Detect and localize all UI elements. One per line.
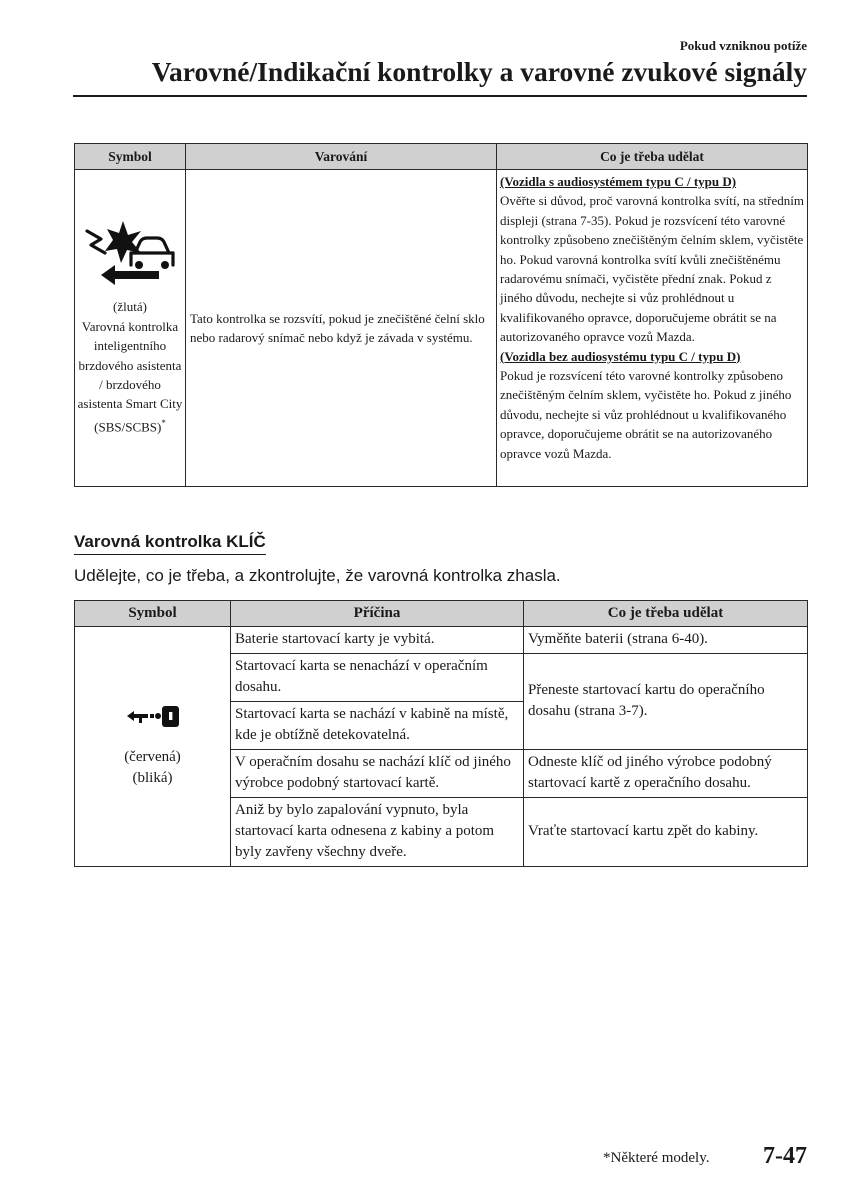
symbol-color-label: (červená) [124,749,181,765]
symbol-caption: Varovná kontrolka inteligentního brzdového asistenta / brzdového asistenta Smart City (SBS/SCBS)* [77,318,183,435]
action-cell: Odneste klíč od jiného výrobce podobný startovací kartě z operačního dosahu. [524,750,808,798]
cause-cell: V operačním dosahu se nachází klíč od jiného výrobce podobný startovací kartě. [231,750,524,798]
key-warning-heading: Varovná kontrolka KLÍČ [74,532,266,555]
action-cell: Vyměňte baterii (strana 6-40). [524,627,808,654]
sbs-warning-table [74,143,808,487]
column-header-symbol: Symbol [75,144,186,170]
column-header-warning: Varování [186,144,497,170]
page-number: 7-47 [763,1143,807,1169]
cause-cell: Startovací karta se nachází v kabině na místě, kde je obtížně detekovatelná. [231,702,524,750]
model-asterisk: * [161,417,166,428]
without-audio-text: Pokud je rozsvícení této varovné kontrolky způsobeno znečištěným čelním sklem, vyčistěte ho. Pokud z jiného důvodu, nechejte si vůz prohlédnout u kvalifikovaného opravce, doporučujeme obrátit se na autorizovaného opravce vozů Mazda. [500,368,792,461]
symbol-cell [75,170,186,487]
without-audio-heading: (Vozidla bez audiosystému typu C / typu D) [500,348,741,364]
symbol-cell [75,627,231,867]
action-cell [497,170,808,487]
symbol-state-label: (bliká) [132,770,173,786]
action-cell: Vraťte startovací kartu zpět do kabiny. [524,798,808,867]
column-header-symbol: Symbol [75,601,231,627]
cause-cell: Startovací karta se nenachází v operačním dosahu. [231,654,524,702]
table-header-row [75,601,808,627]
sbs-scbs-warning-icon [83,219,177,285]
column-header-cause: Příčina [231,601,524,627]
page-title: Varovné/Indikační kontrolky a varovné zvukové signály [151,56,807,87]
table-header-row [75,144,808,170]
cause-cell: Aniž by bylo zapalování vypnuto, byla startovací karta odnesena z kabiny a potom byly zavřeny všechny dveře. [231,798,524,867]
title-divider [73,95,807,97]
key-warning-icon [125,703,181,729]
footnote: *Některé modely. [603,1150,710,1166]
cause-cell: Baterie startovací karty je vybitá. [231,627,524,654]
warning-cell: Tato kontrolka se rozsvítí, pokud je znečištěné čelní sklo nebo radarový snímač nebo když je závada v systému. [186,170,497,487]
key-warning-table [74,600,808,867]
key-warning-instruction: Udělejte, co je třeba, a zkontrolujte, že varovná kontrolka zhasla. [74,566,561,585]
table-row [75,170,808,487]
section-label: Pokud vzniknou potíže [679,38,807,53]
with-audio-heading: (Vozidla s audiosystémem typu C / typu D) [500,174,737,189]
column-header-action: Co je třeba udělat [524,601,808,627]
table-row [75,627,808,654]
column-header-action: Co je třeba udělat [497,144,808,170]
action-cell: Přeneste startovací kartu do operačního dosahu (strana 3-7). [524,654,808,750]
symbol-color-label: (žlutá) [113,299,147,315]
with-audio-text: Ověřte si důvod, proč varovná kontrolka svítí, na středním displeji (strana 7-35). Pokud je rozsvícení této varovné kontrolky způsobeno znečištěným čelním sklem, vyčistěte ho. Pokud varovná kontrolka svítí kvůli znečištěnému radarovému snímači, vyčistěte přední znak. Pokud z jiného důvodu, nechejte si vůz prohlédnout u kvalifikovaného opravce, doporučujeme obrátit se na autorizovaného opravce vozů Mazda. [500,193,804,345]
